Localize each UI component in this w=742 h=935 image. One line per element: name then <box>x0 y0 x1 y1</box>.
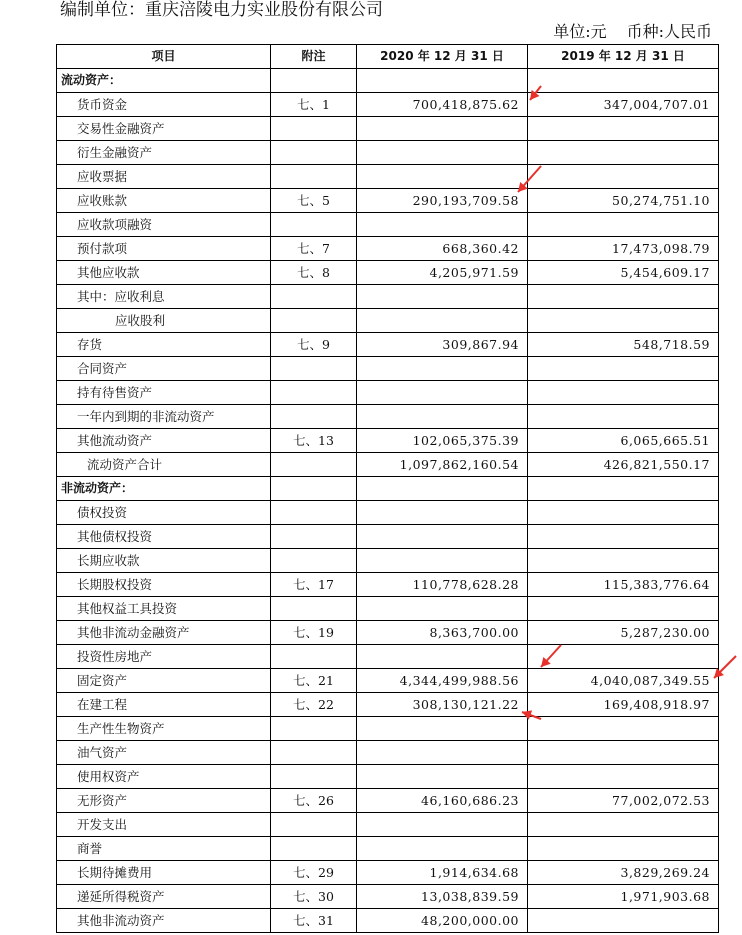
row-value-2019 <box>528 765 719 789</box>
row-value-2020: 700,418,875.62 <box>357 93 528 117</box>
row-note <box>271 309 357 333</box>
table-row <box>57 885 719 909</box>
row-value-2020: 102,065,375.39 <box>357 429 528 453</box>
table-row <box>57 357 719 381</box>
row-note: 七、22 <box>271 693 357 717</box>
row-item-label: 无形资产 <box>57 789 271 813</box>
row-value-2019: 17,473,098.79 <box>528 237 719 261</box>
row-value-2020 <box>357 309 528 333</box>
row-note <box>271 141 357 165</box>
row-item-label: 在建工程 <box>57 693 271 717</box>
row-item-label: 长期股权投资 <box>57 573 271 597</box>
row-value-2020: 668,360.42 <box>357 237 528 261</box>
row-item-label: 商誉 <box>57 837 271 861</box>
row-value-2019 <box>528 741 719 765</box>
row-value-2019: 169,408,918.97 <box>528 693 719 717</box>
row-value-2020 <box>357 837 528 861</box>
row-value-2019 <box>528 549 719 573</box>
row-item-label: 衍生金融资产 <box>57 141 271 165</box>
table-row <box>57 621 719 645</box>
row-item-label: 持有待售资产 <box>57 381 271 405</box>
row-item-label: 生产性生物资产 <box>57 717 271 741</box>
row-item-label: 开发支出 <box>57 813 271 837</box>
table-row <box>57 429 719 453</box>
table-row <box>57 141 719 165</box>
row-item-label: 使用权资产 <box>57 765 271 789</box>
row-item-label: 货币资金 <box>57 93 271 117</box>
row-value-2020 <box>357 765 528 789</box>
row-value-2020 <box>357 645 528 669</box>
row-note <box>271 645 357 669</box>
row-value-2020 <box>357 405 528 429</box>
row-value-2019 <box>528 285 719 309</box>
row-note: 七、13 <box>271 429 357 453</box>
table-row <box>57 165 719 189</box>
table-row <box>57 381 719 405</box>
table-row <box>57 93 719 117</box>
row-note <box>271 405 357 429</box>
row-value-2019 <box>528 405 719 429</box>
row-value-2020: 290,193,709.58 <box>357 189 528 213</box>
row-value-2019 <box>528 141 719 165</box>
row-value-2020: 308,130,121.22 <box>357 693 528 717</box>
row-value-2019 <box>528 165 719 189</box>
row-value-2020 <box>357 69 528 93</box>
table-row <box>57 69 719 93</box>
row-note: 七、1 <box>271 93 357 117</box>
row-note <box>271 549 357 573</box>
table-header-row <box>57 45 719 69</box>
row-item-label: 存货 <box>57 333 271 357</box>
row-item-label: 一年内到期的非流动资产 <box>57 405 271 429</box>
row-item-label: 其中：应收利息 <box>57 285 271 309</box>
row-value-2019 <box>528 717 719 741</box>
row-value-2020 <box>357 117 528 141</box>
row-value-2019: 77,002,072.53 <box>528 789 719 813</box>
row-value-2020 <box>357 477 528 501</box>
row-value-2020 <box>357 165 528 189</box>
row-note: 七、30 <box>271 885 357 909</box>
row-value-2020: 4,205,971.59 <box>357 261 528 285</box>
currency-label: 币种:人民币 <box>626 22 712 41</box>
row-item-label: 应收款项融资 <box>57 213 271 237</box>
table-row <box>57 909 719 933</box>
row-note <box>271 117 357 141</box>
row-note <box>271 357 357 381</box>
row-value-2019: 115,383,776.64 <box>528 573 719 597</box>
row-value-2019 <box>528 309 719 333</box>
row-item-label: 长期待摊费用 <box>57 861 271 885</box>
row-note <box>271 813 357 837</box>
table-row <box>57 861 719 885</box>
table-row <box>57 237 719 261</box>
row-item-label: 合同资产 <box>57 357 271 381</box>
row-note <box>271 381 357 405</box>
row-note: 七、21 <box>271 669 357 693</box>
row-value-2019: 5,287,230.00 <box>528 621 719 645</box>
row-note <box>271 501 357 525</box>
row-value-2020 <box>357 597 528 621</box>
row-item-label: 油气资产 <box>57 741 271 765</box>
row-value-2019 <box>528 213 719 237</box>
row-item-label: 其他权益工具投资 <box>57 597 271 621</box>
table-row <box>57 741 719 765</box>
row-note <box>271 837 357 861</box>
balance-sheet-table <box>56 44 719 933</box>
row-note <box>271 69 357 93</box>
unit-currency-line <box>553 22 712 42</box>
row-value-2019 <box>528 117 719 141</box>
row-note <box>271 597 357 621</box>
row-value-2020: 1,914,634.68 <box>357 861 528 885</box>
table-row <box>57 669 719 693</box>
row-item-label: 非流动资产： <box>57 477 271 501</box>
table-row <box>57 405 719 429</box>
row-item-label: 流动资产： <box>57 69 271 93</box>
table-row <box>57 549 719 573</box>
row-note <box>271 213 357 237</box>
row-value-2019 <box>528 645 719 669</box>
row-value-2020 <box>357 501 528 525</box>
row-item-label: 债权投资 <box>57 501 271 525</box>
row-value-2020: 46,160,686.23 <box>357 789 528 813</box>
row-value-2020 <box>357 549 528 573</box>
row-note <box>271 525 357 549</box>
table-row <box>57 765 719 789</box>
row-value-2020: 309,867.94 <box>357 333 528 357</box>
table-row <box>57 501 719 525</box>
row-note <box>271 453 357 477</box>
row-value-2020 <box>357 357 528 381</box>
row-value-2019: 6,065,665.51 <box>528 429 719 453</box>
row-item-label: 投资性房地产 <box>57 645 271 669</box>
row-value-2019 <box>528 837 719 861</box>
row-note <box>271 765 357 789</box>
row-value-2019: 5,454,609.17 <box>528 261 719 285</box>
row-value-2020: 8,363,700.00 <box>357 621 528 645</box>
row-note: 七、5 <box>271 189 357 213</box>
table-row <box>57 261 719 285</box>
row-value-2019: 548,718.59 <box>528 333 719 357</box>
row-note: 七、19 <box>271 621 357 645</box>
table-row <box>57 477 719 501</box>
row-item-label: 预付款项 <box>57 237 271 261</box>
row-value-2020 <box>357 813 528 837</box>
row-value-2019 <box>528 525 719 549</box>
table-row <box>57 693 719 717</box>
row-item-label: 应收账款 <box>57 189 271 213</box>
row-value-2020: 13,038,839.59 <box>357 885 528 909</box>
row-note: 七、17 <box>271 573 357 597</box>
row-value-2019: 426,821,550.17 <box>528 453 719 477</box>
table-row <box>57 333 719 357</box>
row-item-label: 长期应收款 <box>57 549 271 573</box>
table-row <box>57 213 719 237</box>
table-row <box>57 525 719 549</box>
row-note: 七、29 <box>271 861 357 885</box>
row-value-2020 <box>357 285 528 309</box>
row-value-2019: 347,004,707.01 <box>528 93 719 117</box>
row-value-2019 <box>528 357 719 381</box>
row-value-2020: 1,097,862,160.54 <box>357 453 528 477</box>
row-value-2019 <box>528 597 719 621</box>
row-item-label: 流动资产合计 <box>57 453 271 477</box>
row-item-label: 其他非流动金融资产 <box>57 621 271 645</box>
table-row <box>57 645 719 669</box>
row-value-2019 <box>528 477 719 501</box>
row-item-label: 其他非流动资产 <box>57 909 271 933</box>
row-note <box>271 477 357 501</box>
table-row <box>57 573 719 597</box>
row-item-label: 其他流动资产 <box>57 429 271 453</box>
row-value-2019 <box>528 69 719 93</box>
row-item-label: 交易性金融资产 <box>57 117 271 141</box>
row-value-2020 <box>357 381 528 405</box>
row-value-2019: 50,274,751.10 <box>528 189 719 213</box>
row-value-2019 <box>528 813 719 837</box>
table-row <box>57 837 719 861</box>
row-note: 七、26 <box>271 789 357 813</box>
table-row <box>57 117 719 141</box>
row-value-2019: 3,829,269.24 <box>528 861 719 885</box>
row-note: 七、31 <box>271 909 357 933</box>
header-2019: 2019 年 12 月 31 日 <box>528 45 719 69</box>
row-item-label: 应收股利 <box>57 309 271 333</box>
row-value-2020 <box>357 525 528 549</box>
table-row <box>57 597 719 621</box>
header-2020: 2020 年 12 月 31 日 <box>357 45 528 69</box>
row-value-2020 <box>357 213 528 237</box>
row-item-label: 其他应收款 <box>57 261 271 285</box>
row-value-2019 <box>528 909 719 933</box>
table-row <box>57 285 719 309</box>
table-row <box>57 189 719 213</box>
row-item-label: 递延所得税资产 <box>57 885 271 909</box>
row-value-2020 <box>357 717 528 741</box>
row-note <box>271 165 357 189</box>
row-note: 七、9 <box>271 333 357 357</box>
row-item-label: 固定资产 <box>57 669 271 693</box>
table-row <box>57 789 719 813</box>
table-row <box>57 309 719 333</box>
row-note <box>271 717 357 741</box>
table-row <box>57 453 719 477</box>
row-value-2020: 110,778,628.28 <box>357 573 528 597</box>
row-value-2019 <box>528 501 719 525</box>
header-item: 项目 <box>57 45 271 69</box>
row-note: 七、7 <box>271 237 357 261</box>
row-value-2020: 4,344,499,988.56 <box>357 669 528 693</box>
row-item-label: 其他债权投资 <box>57 525 271 549</box>
row-note <box>271 741 357 765</box>
row-value-2020 <box>357 141 528 165</box>
row-note <box>271 285 357 309</box>
header-note: 附注 <box>271 45 357 69</box>
company-title: 编制单位：重庆涪陵电力实业股份有限公司 <box>60 0 383 20</box>
row-value-2019: 1,971,903.68 <box>528 885 719 909</box>
table-row <box>57 717 719 741</box>
row-value-2019 <box>528 381 719 405</box>
unit-label: 单位:元 <box>553 22 607 41</box>
row-value-2019: 4,040,087,349.55 <box>528 669 719 693</box>
row-item-label: 应收票据 <box>57 165 271 189</box>
row-value-2020: 48,200,000.00 <box>357 909 528 933</box>
row-value-2020 <box>357 741 528 765</box>
row-note: 七、8 <box>271 261 357 285</box>
table-row <box>57 813 719 837</box>
